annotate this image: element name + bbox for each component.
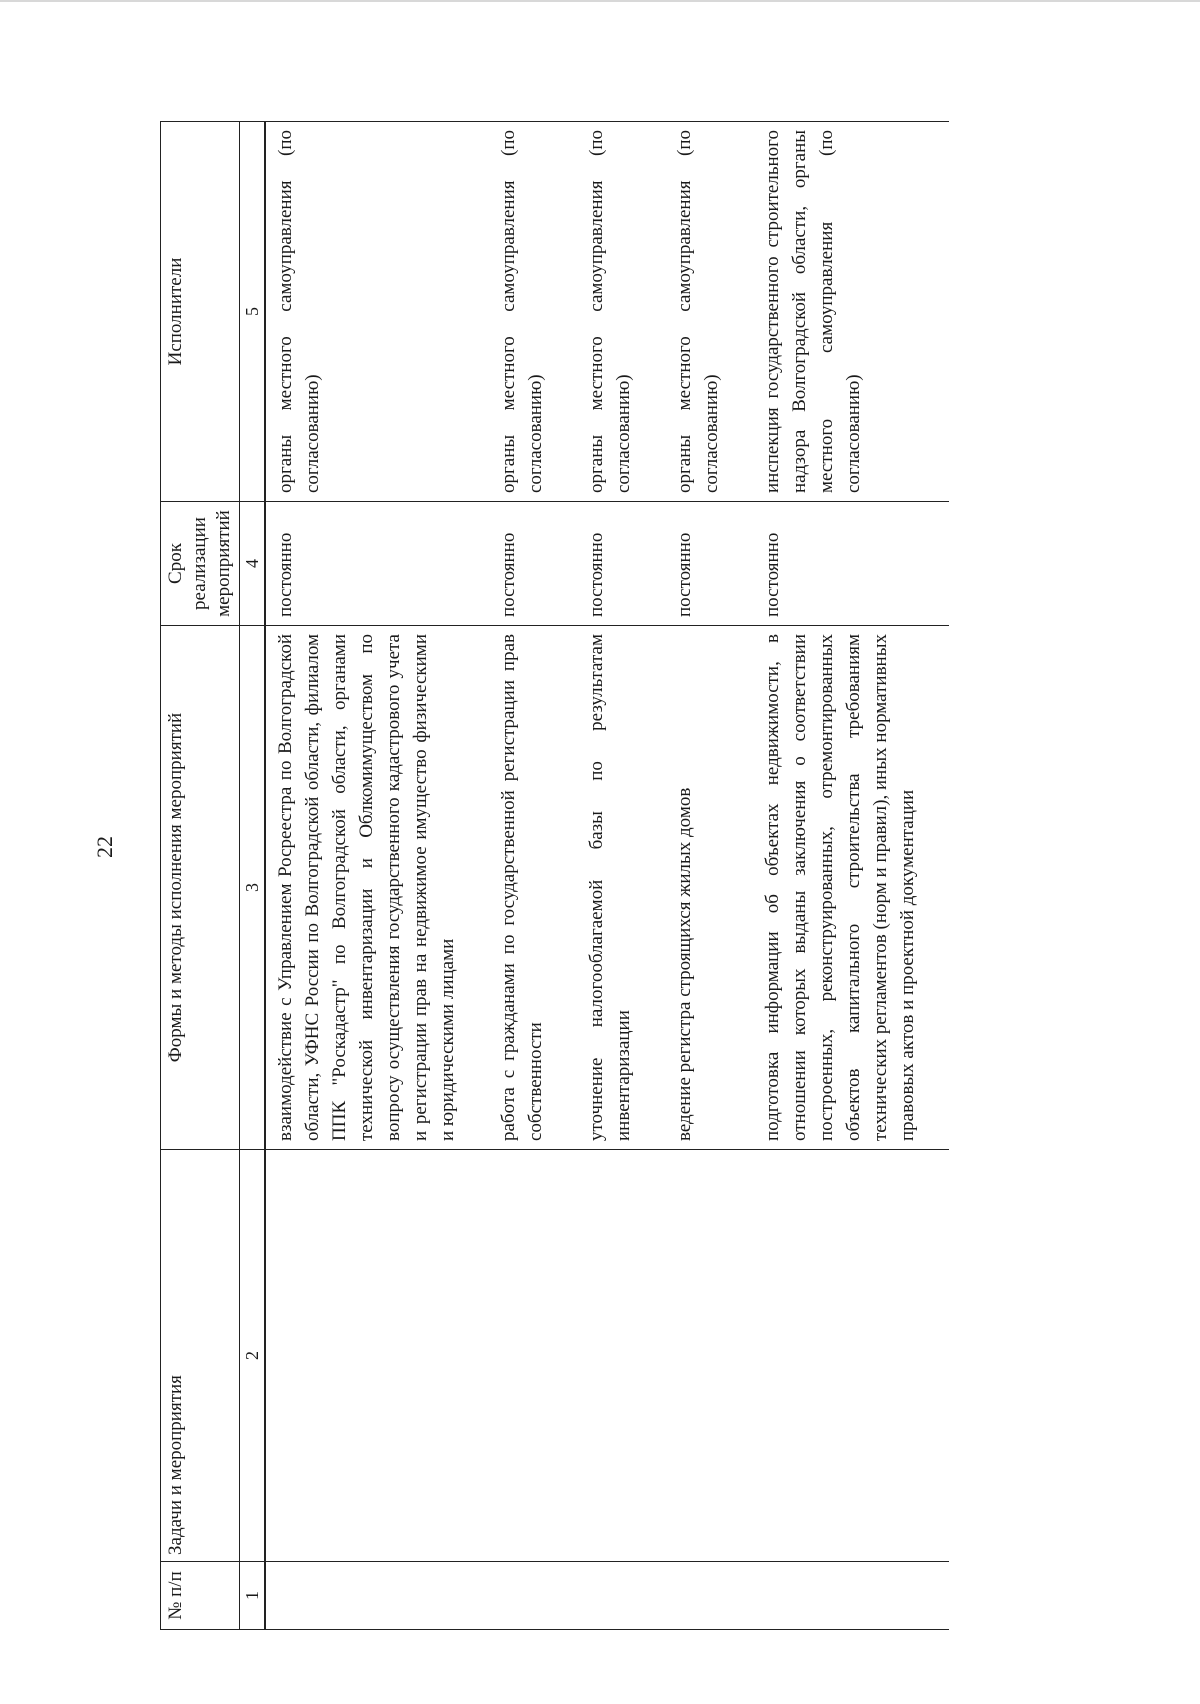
cell-executor: органы местного самоуправления (по согласованию)	[665, 122, 753, 502]
column-numbers-row	[240, 122, 266, 1630]
cell-method: подготовка информации об объектах недвижимости, в отношении которых выданы заключения о соответствии построенных, реконструированных, отремонтированных объектов капитального строительства требованиям технических регламентов (норм и правил), иных нормативных правовых актов и проектной документации	[753, 626, 949, 1150]
rotated-table-wrapper	[160, 122, 949, 1630]
header-row	[161, 122, 240, 1630]
table-row	[265, 122, 489, 1630]
header-term: Срок реализации мероприятий	[161, 502, 240, 626]
column-number: 1	[240, 1562, 266, 1630]
table-row	[577, 122, 665, 1630]
header-executors: Исполнители	[161, 122, 240, 502]
cell-method: ведение регистра строящихся жилых домов	[665, 626, 753, 1150]
column-number: 5	[240, 122, 266, 502]
scan-edge-line	[0, 0, 1200, 2]
cell-term: постоянно	[489, 502, 577, 626]
cell-num	[753, 1562, 949, 1630]
page-number: 22	[92, 836, 117, 858]
cell-term: постоянно	[577, 502, 665, 626]
cell-executor: органы местного самоуправления (по согласованию)	[265, 122, 489, 502]
cell-num	[665, 1562, 753, 1630]
cell-term: постоянно	[265, 502, 489, 626]
cell-num	[577, 1562, 665, 1630]
cell-task	[489, 1150, 577, 1562]
cell-task	[753, 1150, 949, 1562]
cell-term: постоянно	[753, 502, 949, 626]
header-methods: Формы и методы исполнения мероприятий	[161, 626, 240, 1150]
cell-executor: органы местного самоуправления (по согласованию)	[489, 122, 577, 502]
cell-task	[265, 1150, 489, 1562]
measures-table	[160, 121, 949, 1630]
column-number: 4	[240, 502, 266, 626]
cell-method: взаимодействие с Управлением Росреестра по Волгоградской области, УФНС России по Волгоградской области, филиалом ППК "Роскадастр" по Волгоградской области, органами технической инвентаризации и Облкомимуществом по вопросу осуществления государственного кадастрового учета и регистрации прав на недвижимое имущество физическими и юридическими лицами	[265, 626, 489, 1150]
cell-term: постоянно	[665, 502, 753, 626]
cell-task	[577, 1150, 665, 1562]
table-row	[753, 122, 949, 1630]
cell-method: работа с гражданами по государственной регистрации прав собственности	[489, 626, 577, 1150]
cell-method: уточнение налогооблагаемой базы по результатам инвентаризации	[577, 626, 665, 1150]
column-number: 2	[240, 1150, 266, 1562]
header-tasks: Задачи и мероприятия	[161, 1150, 240, 1562]
cell-executor: инспекция государственного строительного надзора Волгоградской области, органы местного самоуправления (по согласованию)	[753, 122, 949, 502]
cell-task	[665, 1150, 753, 1562]
header-num: № п/п	[161, 1562, 240, 1630]
cell-num	[489, 1562, 577, 1630]
table-row	[489, 122, 577, 1630]
table-row	[665, 122, 753, 1630]
cell-num	[265, 1562, 489, 1630]
cell-executor: органы местного самоуправления (по согласованию)	[577, 122, 665, 502]
column-number: 3	[240, 626, 266, 1150]
